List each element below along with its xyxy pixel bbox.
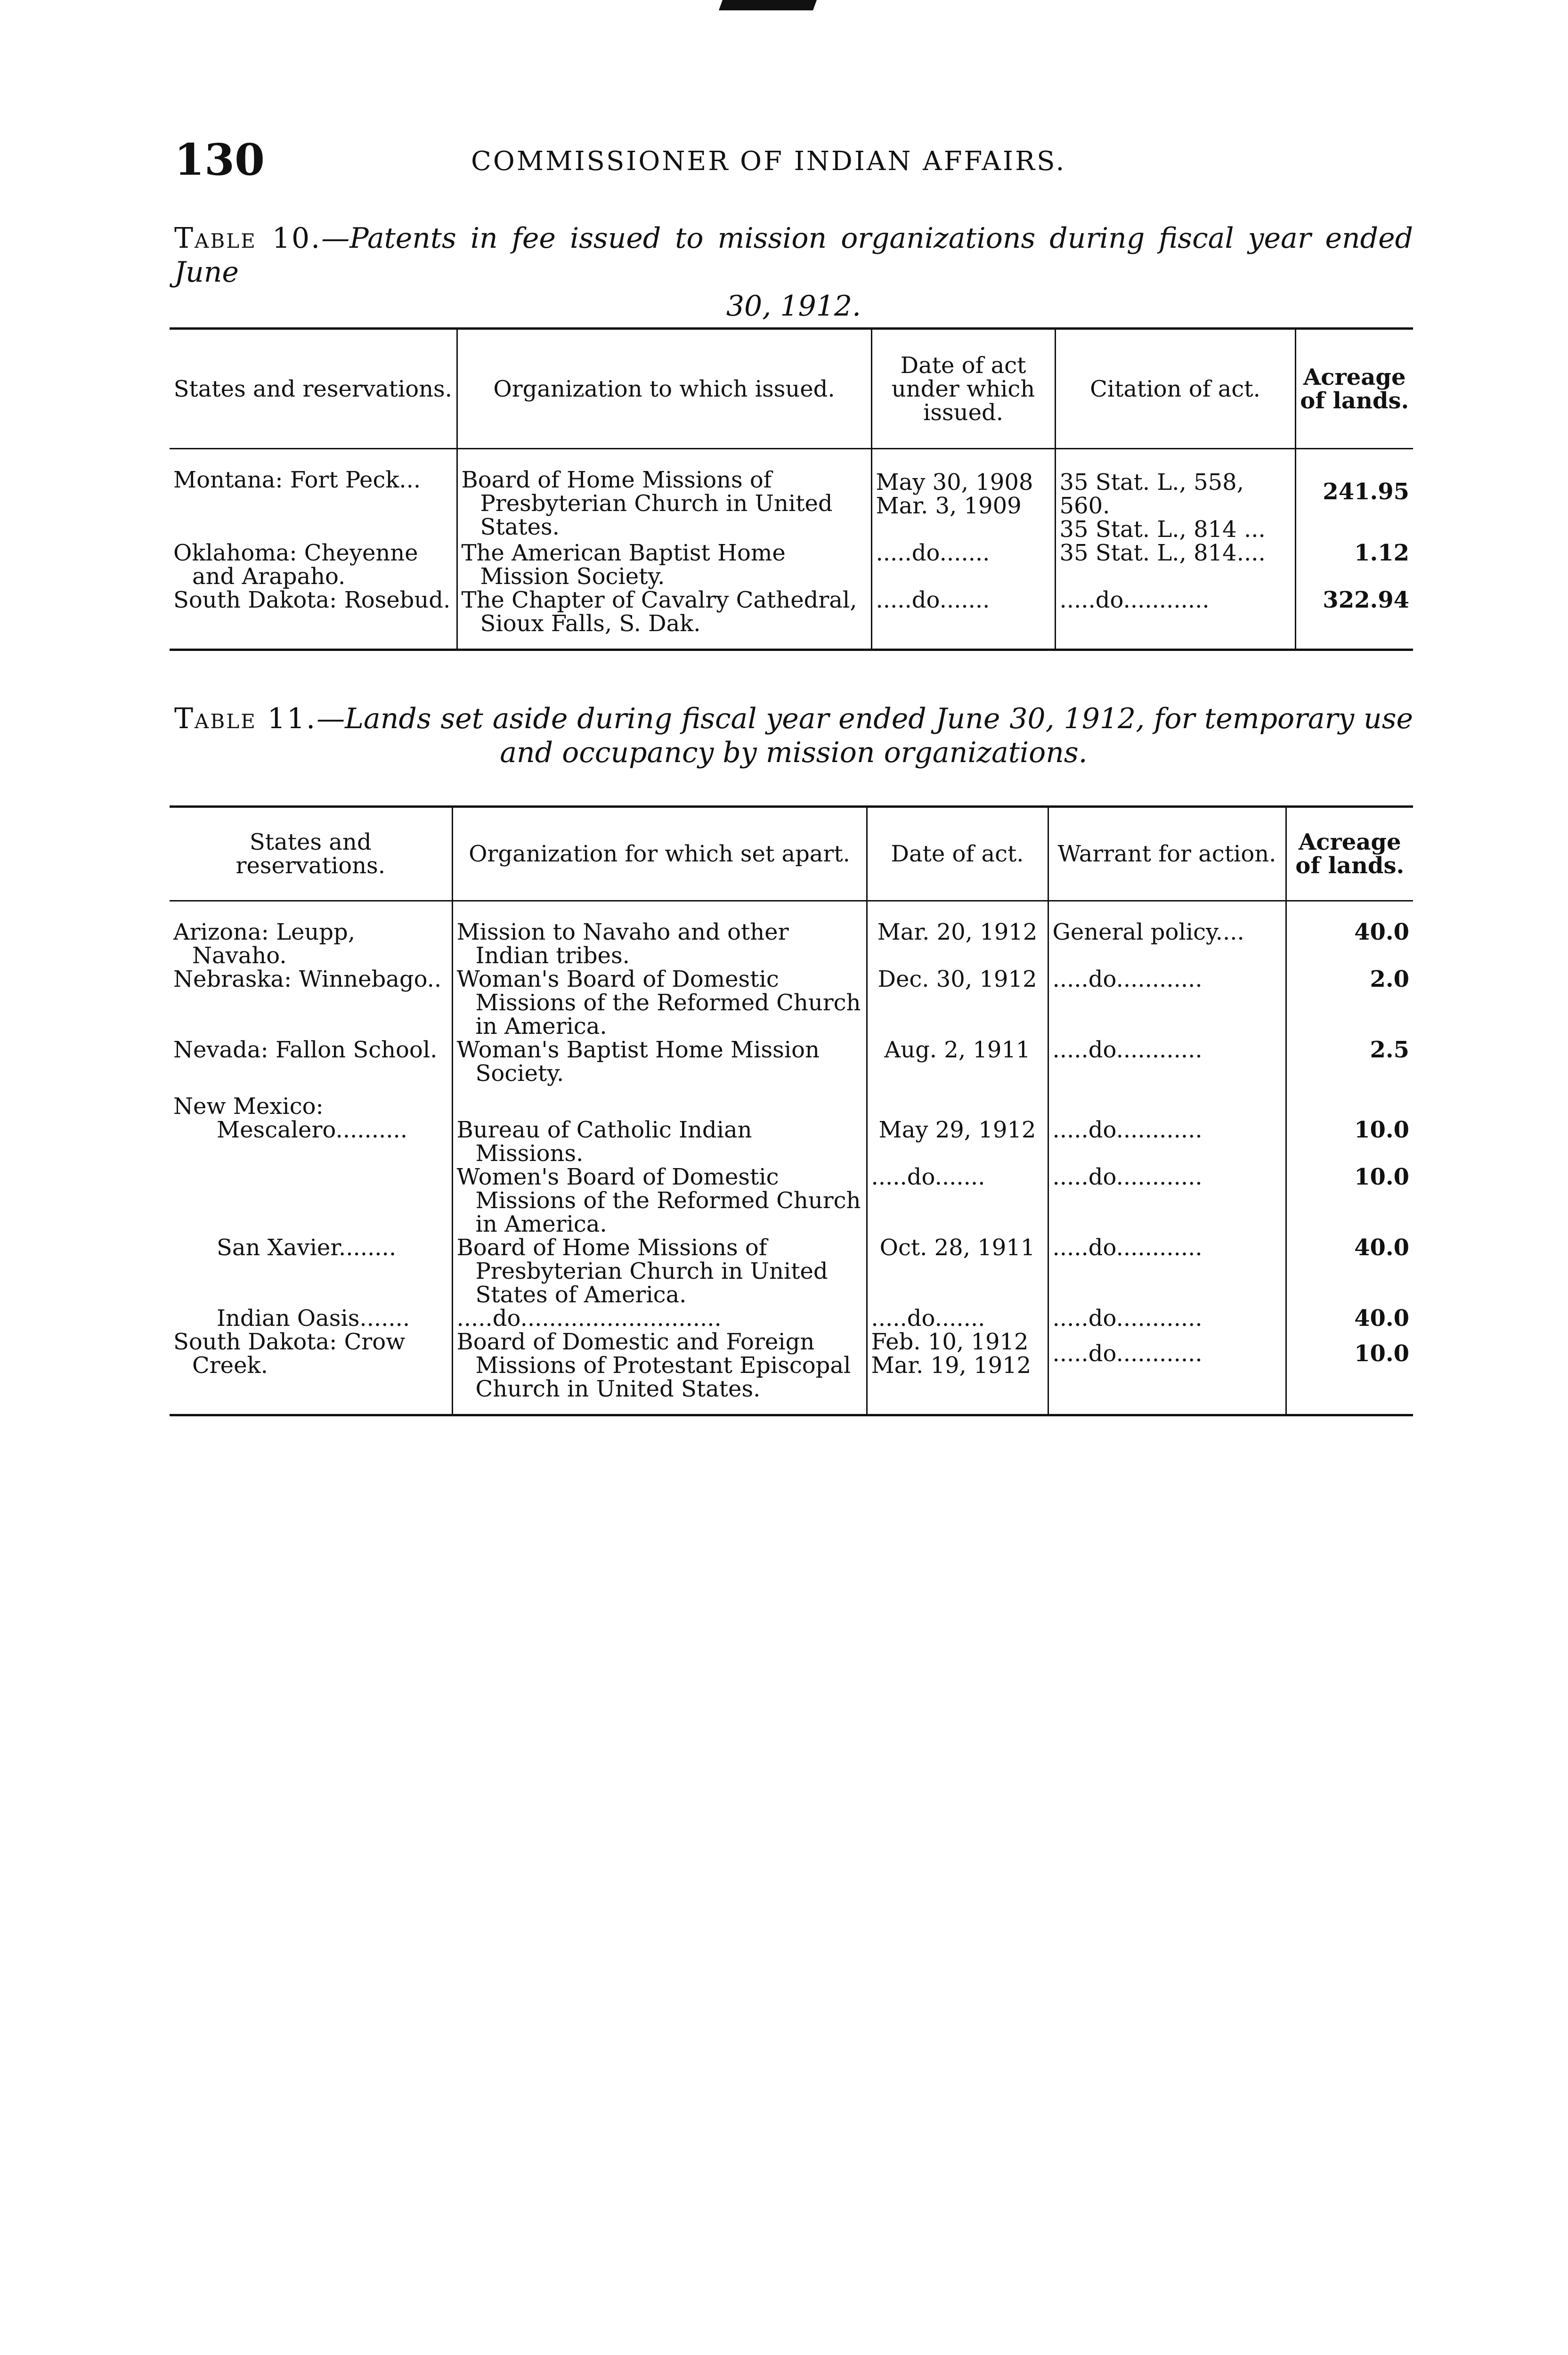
cell-acreage: 40.0 (1286, 1307, 1413, 1330)
cell-acreage: 40.0 (1286, 1236, 1413, 1307)
cell-org: Board of Home Missions of Presbyterian Church in United States of America. (452, 1236, 867, 1307)
col-header: Organization to which issued. (457, 329, 871, 449)
col-header: Date of act. (867, 807, 1048, 901)
scan-mark (719, 0, 817, 10)
col-header: Warrant for action. (1048, 807, 1286, 901)
cell-state: South Dakota: Crow Creek. (170, 1330, 452, 1415)
cell-state: Mescalero.......... (217, 1117, 408, 1143)
cell-state: South Dakota: Rosebud. (170, 588, 457, 650)
cell-date: May 30, 1908 Mar. 3, 1909 (871, 449, 1055, 542)
cell-state: Oklahoma: Cheyenne and Arapaho. (173, 540, 418, 590)
page-number: 130 (174, 134, 265, 185)
col-header: Citation of act. (1055, 329, 1295, 449)
table-row (170, 1038, 1413, 1085)
col-header: Date of act under which issued. (871, 329, 1055, 449)
col-header: Organization for which set apart. (452, 807, 867, 901)
cell-warrant (1048, 1085, 1286, 1118)
table-row (170, 541, 1413, 588)
table-row (170, 1085, 1413, 1118)
cell-acreage: 10.0 (1286, 1165, 1413, 1236)
cell-warrant: .....do............ (1048, 1330, 1286, 1415)
table-row (170, 1165, 1413, 1236)
cell-acreage: 2.5 (1286, 1038, 1413, 1085)
cell-date: May 29, 1912 (867, 1118, 1048, 1165)
table-row (170, 588, 1413, 650)
cell-date: .....do....... (871, 541, 1055, 588)
table-row (170, 1118, 1413, 1165)
cell-acreage: 2.0 (1286, 967, 1413, 1038)
col-header: Acreage of lands. (1295, 329, 1413, 449)
table-11-title-cont: and occupancy by mission organizations. (500, 736, 1088, 769)
cell-citation: .....do............ (1055, 588, 1295, 650)
cell-org: .....do............................ (452, 1307, 867, 1330)
cell-state: Montana: Fort Peck... (173, 467, 421, 493)
cell-org: The American Baptist Home Mission Society. (457, 541, 871, 588)
cell-org: Board of Domestic and Foreign Missions of Protestant Episcopal Church in United States. (452, 1330, 867, 1415)
cell-date: Mar. 20, 1912 (867, 901, 1048, 968)
table-11-label: Table 11. (174, 702, 317, 735)
cell-org: Woman's Baptist Home Mission Society. (452, 1038, 867, 1085)
table-row (170, 967, 1413, 1038)
table-10-caption (174, 221, 1413, 323)
table-10 (170, 327, 1413, 651)
table-10-title-cont: 30, 1912. (726, 290, 861, 323)
table-row (170, 901, 1413, 968)
cell-state: Indian Oasis....... (217, 1305, 410, 1332)
col-header: States and reservations. (170, 807, 452, 901)
cell-citation: 35 Stat. L., 814.... (1055, 541, 1295, 588)
cell-org: The Chapter of Cavalry Cathedral, Sioux Falls, S. Dak. (457, 588, 871, 650)
table-10-title: —Patents in fee issued to mission organizations during fiscal year ended June (174, 222, 1414, 289)
cell-date: Aug. 2, 1911 (867, 1038, 1048, 1085)
cell-acreage: 1.12 (1295, 541, 1413, 588)
cell-warrant: .....do............ (1048, 1307, 1286, 1330)
col-header: States and reservations. (170, 329, 457, 449)
cell-acreage: 10.0 (1286, 1118, 1413, 1165)
cell-acreage: 322.94 (1295, 588, 1413, 650)
cell-state: Nevada: Fallon School. (173, 1037, 438, 1063)
table-row (170, 1307, 1413, 1330)
cell-warrant: .....do............ (1048, 1118, 1286, 1165)
table-11-caption (174, 702, 1413, 770)
cell-date: Dec. 30, 1912 (867, 967, 1048, 1038)
cell-org: Mission to Navaho and other Indian tribes. (452, 901, 867, 968)
col-header: Acreage of lands. (1286, 807, 1413, 901)
cell-warrant: .....do............ (1048, 1038, 1286, 1085)
cell-org (452, 1085, 867, 1118)
cell-date: Feb. 10, 1912 Mar. 19, 1912 (867, 1330, 1048, 1415)
cell-org: Board of Home Missions of Presbyterian Church in United States. (457, 449, 871, 542)
table-row (170, 1330, 1413, 1415)
cell-warrant: .....do............ (1048, 1165, 1286, 1236)
cell-date: .....do....... (867, 1165, 1048, 1236)
cell-acreage (1286, 1085, 1413, 1118)
cell-state (170, 1165, 452, 1236)
cell-acreage: 10.0 (1286, 1330, 1413, 1415)
running-title: COMMISSIONER OF INDIAN AFFAIRS. (471, 146, 1066, 177)
cell-warrant: General policy.... (1048, 901, 1286, 968)
cell-citation: 35 Stat. L., 558, 560. 35 Stat. L., 814 ... (1055, 449, 1295, 542)
cell-date: Oct. 28, 1911 (867, 1236, 1048, 1307)
table-11-title: —Lands set aside during fiscal year ended June 30, 1912, for temporary use (317, 702, 1413, 735)
table-row (170, 449, 1413, 542)
cell-date: .....do....... (871, 588, 1055, 650)
cell-org: Woman's Board of Domestic Missions of the Reformed Church in America. (452, 967, 867, 1038)
cell-state: San Xavier........ (217, 1234, 397, 1261)
table-row (170, 1236, 1413, 1307)
cell-state: Nebraska: Winnebago.. (173, 966, 442, 992)
cell-org: Bureau of Catholic Indian Missions. (452, 1118, 867, 1165)
cell-acreage: 40.0 (1286, 901, 1413, 968)
cell-state: Arizona: Leupp, Navaho. (173, 919, 356, 969)
cell-acreage: 241.95 (1295, 449, 1413, 542)
cell-warrant: .....do............ (1048, 967, 1286, 1038)
table-11 (170, 805, 1413, 1416)
table-10-label: Table 10. (174, 222, 322, 255)
cell-date (867, 1085, 1048, 1118)
cell-state: New Mexico: (173, 1093, 324, 1120)
cell-date: .....do....... (867, 1307, 1048, 1330)
cell-org: Women's Board of Domestic Missions of the Reformed Church in America. (452, 1165, 867, 1236)
cell-warrant: .....do............ (1048, 1236, 1286, 1307)
